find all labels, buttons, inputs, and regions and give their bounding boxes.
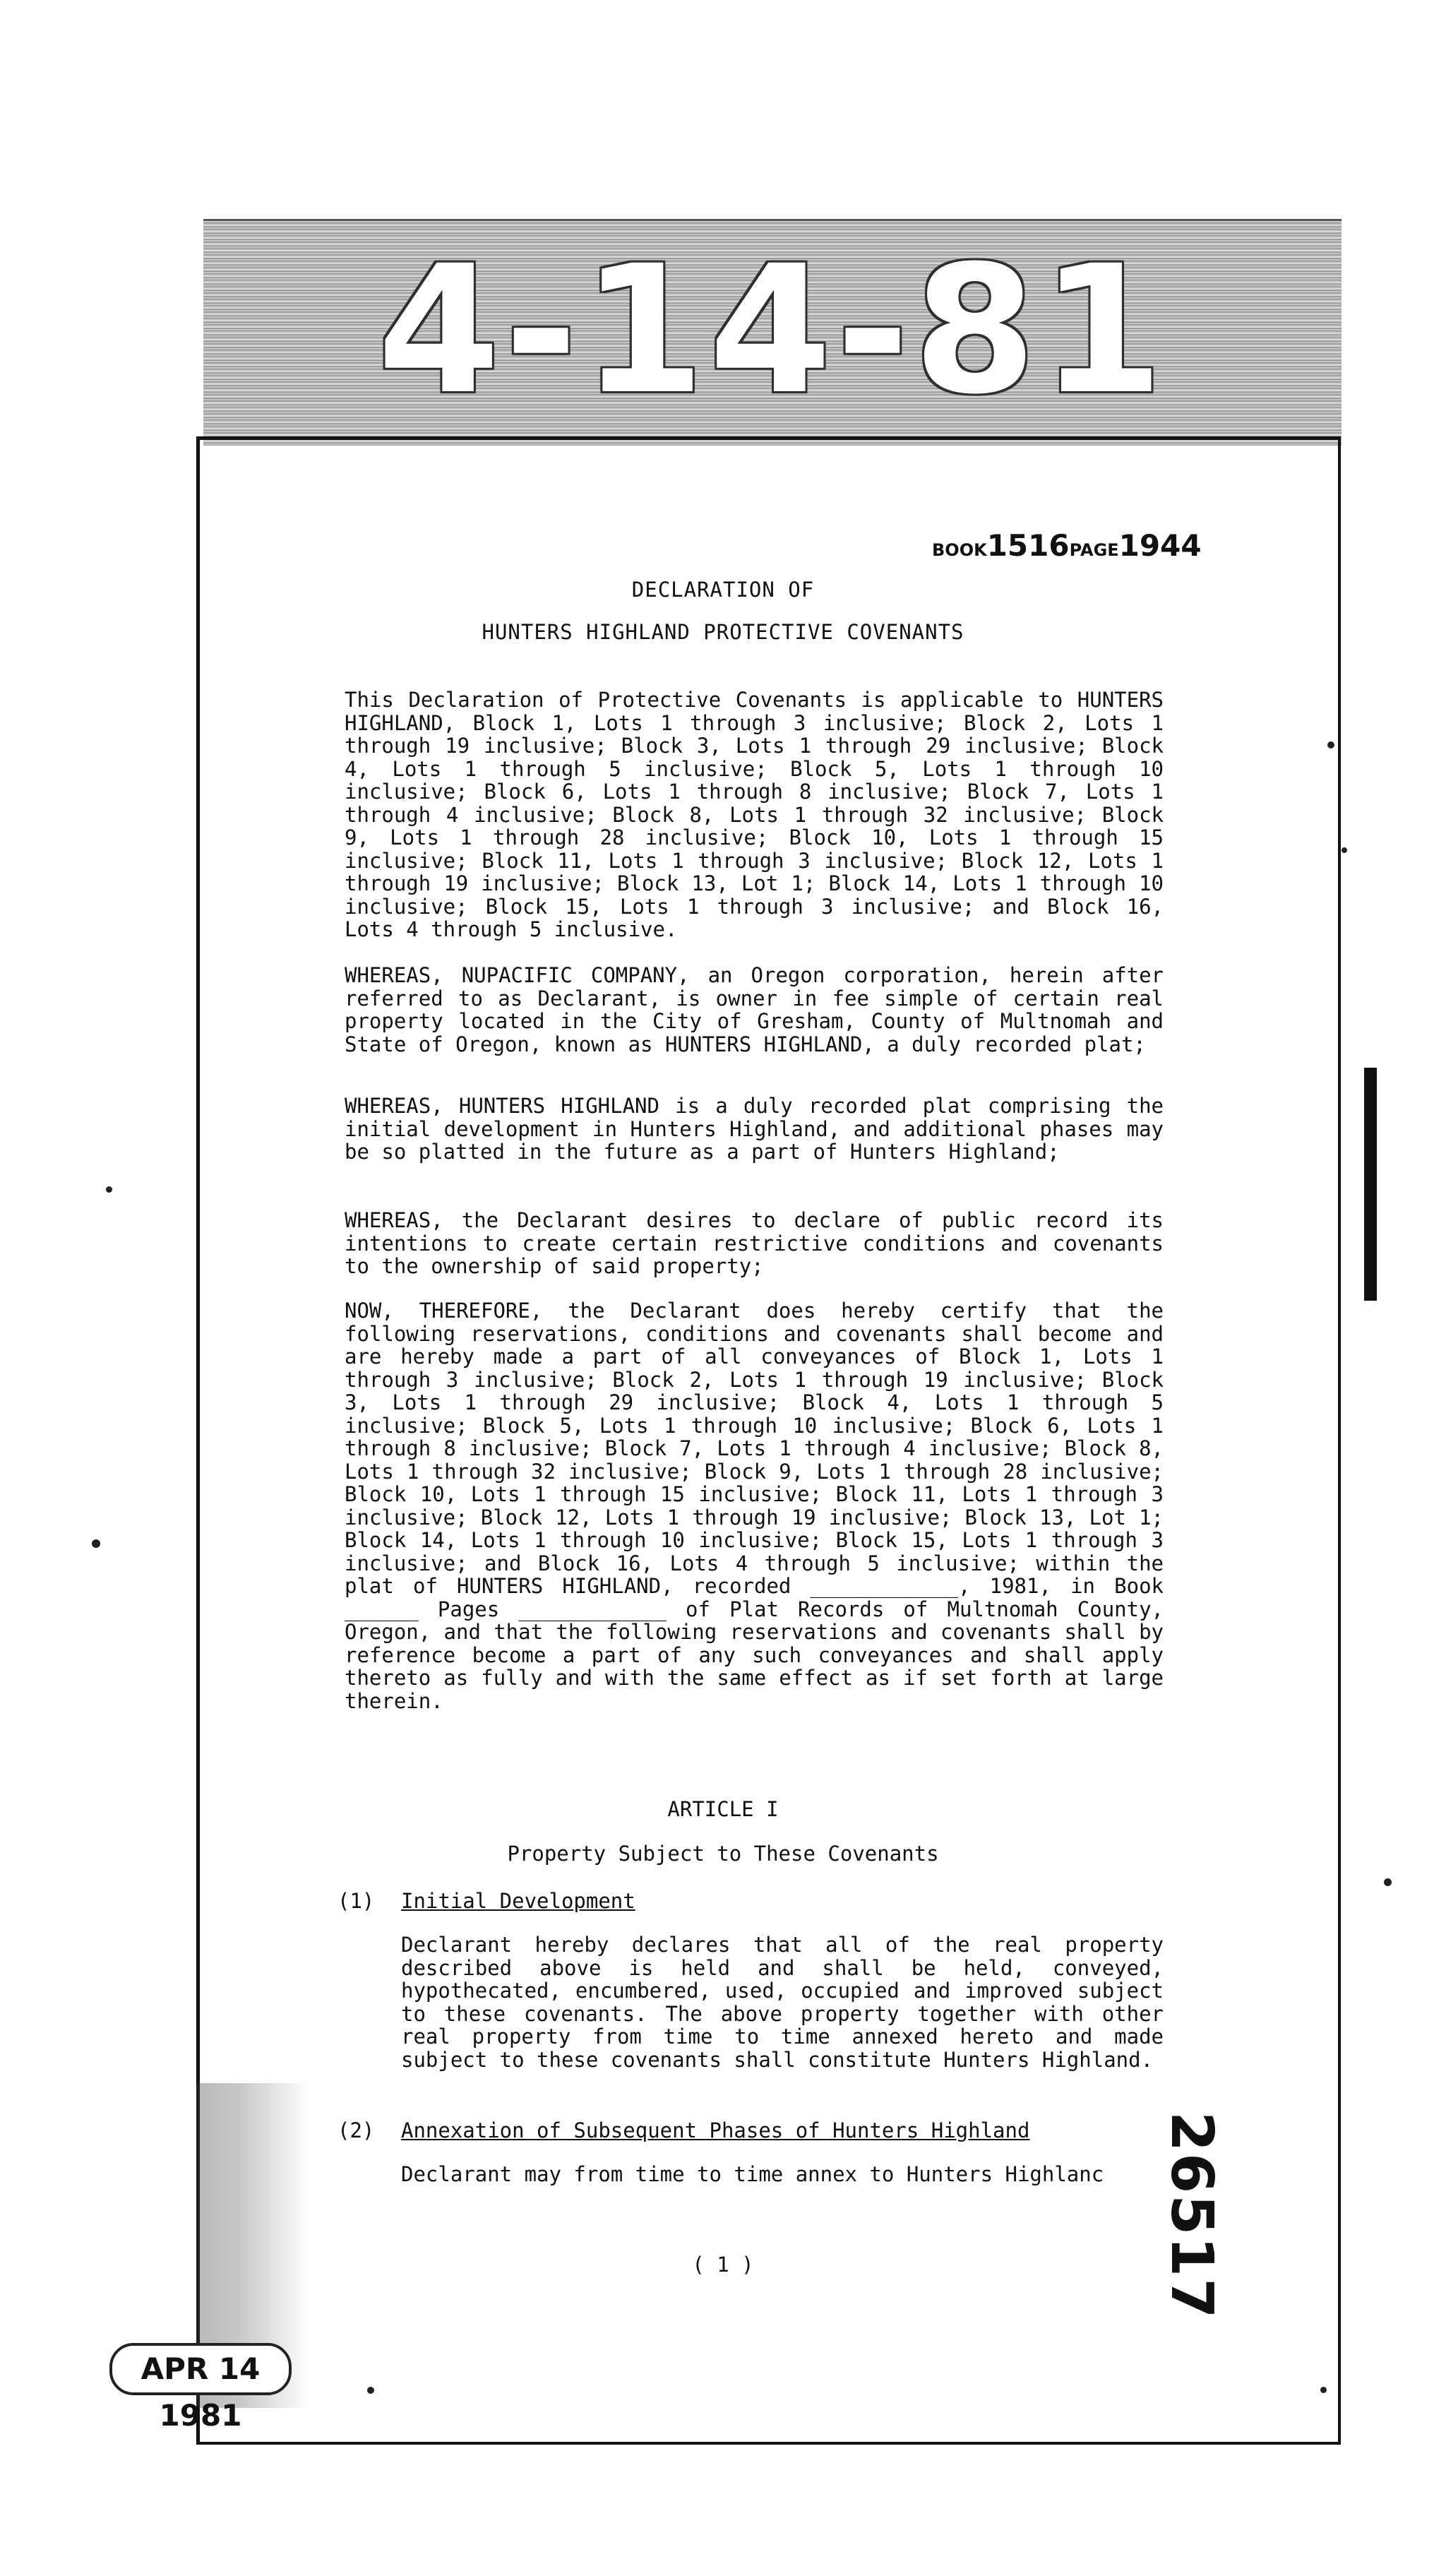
- article-heading: ARTICLE I: [667, 1797, 779, 1821]
- book-page-reference: [932, 528, 1202, 563]
- scan-speck: [106, 1186, 112, 1193]
- scan-speck: [92, 1539, 100, 1548]
- scan-speck: [1384, 1878, 1392, 1886]
- scan-speck: [1327, 741, 1334, 749]
- page-label: PAGE: [1069, 540, 1119, 560]
- book-number: 1516: [986, 528, 1070, 563]
- margin-marker-bar: [1364, 1068, 1377, 1301]
- article-subheading: Property Subject to These Covenants: [507, 1842, 939, 1866]
- paragraph-whereas-owner: WHEREAS, NUPACIFIC COMPANY, an Oregon corporation, herein after referred to as Declarant, is owner in fee simple of certain real property located in the City of Gresham, County of Multnomah and State of Oregon, known as HUNTERS HIGHLAND, a duly recorded plat;: [345, 963, 1164, 1056]
- section-2-title: Annexation of Subsequent Phases of Hunters Highland: [401, 2118, 1030, 2142]
- paragraph-whereas-intent: WHEREAS, the Declarant desires to declare of public record its intentions to create certain restrictive conditions and covenants to the ownership of said property;: [345, 1208, 1164, 1278]
- scan-speck: [1320, 2387, 1327, 2393]
- section-1-body: Declarant hereby declares that all of the real property described above is held and shall be held, conveyed, hypothecated, encumbered, used, occupied and improved subject to these covenants. The above property together with other real property from time to time annexed hereto and made subject to these covenants shall constitute Hunters Highland.: [401, 1933, 1164, 2072]
- page-number-ref: 1944: [1118, 528, 1202, 563]
- paragraph-now-therefore: NOW, THEREFORE, the Declarant does hereby certify that the following reservations, conditions and covenants shall become and are hereby made a part of all conveyances of Block 1, Lots 1 through 3 inclusive; Block 2, Lots 1 through 19 inclusive; Block 3, Lots 1 through 29 inclusive; Block 4, Lots 1 through 5 inclusive; Block 5, Lots 1 through 10 inclusive; Block 6, Lots 1 through 8 inclusive; Block 7, Lots 1 through 4 inclusive; Block 8, Lots 1 through 32 inclusive; Block 9, Lots 1 through 28 inclusive; Block 10, Lots 1 through 15 inclusive; Block 11, Lots 1 through 3 inclusive; Block 12, Lots 1 through 19 inclusive; Block 13, Lot 1; Block 14, Lots 1 through 10 inclusive; Block 15, Lots 1 through 3 inclusive; and Block 16, Lots 4 through 5 inclusive; within the plat of HUNTERS HIGHLAND, recorded ____________, 1981, in Book ______ Pages ____________ of Plat Records of Multnomah County, Oregon, and that the following reservations and covenants shall by reference become a part of any such conveyances and shall apply thereto as fully and with the same effect as if set forth at large therein.: [345, 1299, 1164, 1713]
- section-1-title: Initial Development: [401, 1889, 635, 1913]
- section-2-body: Declarant may from time to time annex to Hunters Highlanc: [401, 2162, 1104, 2186]
- paragraph-whereas-plat: WHEREAS, HUNTERS HIGHLAND is a duly recorded plat comprising the initial development in Hunters Highland, and additional phases may be so platted in the future as a part of Hunters Highland;: [345, 1094, 1164, 1164]
- paragraph-applicability: This Declaration of Protective Covenants is applicable to HUNTERS HIGHLAND, Block 1, Lots 1 through 3 inclusive; Block 2, Lots 1 through 19 inclusive; Block 3, Lots 1 through 29 inclusive; Block 4, Lots 1 through 5 inclusive; Block 5, Lots 1 through 10 inclusive; Block 6, Lots 1 through 8 inclusive; Block 7, Lots 1 through 4 inclusive; Block 8, Lots 1 through 32 inclusive; Block 9, Lots 1 through 28 inclusive; Block 10, Lots 1 through 15 inclusive; Block 11, Lots 1 through 3 inclusive; Block 12, Lots 1 through 19 inclusive; Block 13, Lot 1; Block 14, Lots 1 through 10 inclusive; Block 15, Lots 1 through 3 inclusive; and Block 16, Lots 4 through 5 inclusive.: [345, 688, 1164, 941]
- page-number: ( 1 ): [692, 2253, 754, 2277]
- title-line-2: HUNTERS HIGHLAND PROTECTIVE COVENANTS: [482, 620, 964, 644]
- title-line-1: DECLARATION OF: [631, 578, 815, 602]
- book-label: BOOK: [932, 540, 987, 560]
- date-stamp-band: [203, 219, 1342, 446]
- recording-number: 26517: [1158, 2111, 1225, 2320]
- scan-speck: [367, 2387, 374, 2394]
- scan-speck: [1342, 847, 1347, 853]
- received-date-stamp: APR 14 1981: [109, 2343, 292, 2395]
- section-2-number: (2): [337, 2118, 375, 2142]
- section-1-number: (1): [337, 1889, 375, 1913]
- stamp-date: 4-14-81: [377, 227, 1168, 433]
